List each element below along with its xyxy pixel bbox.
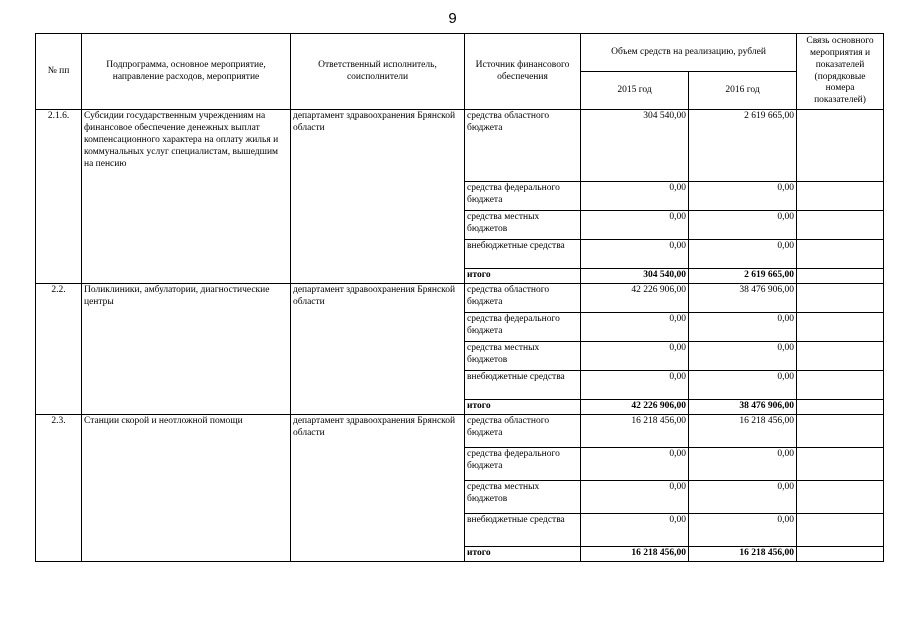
amount-2016: 0,00	[689, 370, 797, 399]
total-label: итого	[465, 399, 581, 414]
funding-source: средства федерального бюджета	[465, 182, 581, 211]
header-volume: Объем средств на реализацию, рублей	[581, 34, 797, 72]
funding-source: средства областного бюджета	[465, 110, 581, 182]
funding-source: средства местных бюджетов	[465, 211, 581, 240]
funding-source: средства областного бюджета	[465, 283, 581, 312]
amount-2015: 16 218 456,00	[581, 414, 689, 447]
amount-2016: 16 218 456,00	[689, 546, 797, 561]
item-executor: департамент здравоохранения Брянской области	[291, 283, 465, 414]
indicator-link	[797, 414, 884, 447]
amount-2016: 2 619 665,00	[689, 110, 797, 182]
item-name: Поликлиники, амбулатории, диагностические центры	[82, 283, 291, 414]
funding-source: средства федерального бюджета	[465, 312, 581, 341]
amount-2016: 0,00	[689, 211, 797, 240]
funding-source: средства местных бюджетов	[465, 341, 581, 370]
header-source: Источник финансового обеспечения	[465, 34, 581, 110]
indicator-link	[797, 480, 884, 513]
amount-2015: 0,00	[581, 480, 689, 513]
table-row	[36, 414, 884, 447]
funding-source: средства областного бюджета	[465, 414, 581, 447]
table-row	[36, 283, 884, 312]
budget-table	[35, 33, 884, 562]
indicator-link	[797, 211, 884, 240]
indicator-link	[797, 399, 884, 414]
header-link: Связь основного мероприятия и показателей (порядковые номера показателей)	[797, 34, 884, 110]
table-row	[36, 110, 884, 182]
amount-2015: 42 226 906,00	[581, 283, 689, 312]
header-year-2015: 2015 год	[581, 72, 689, 110]
item-number: 2.1.6.	[36, 110, 82, 284]
amount-2015: 42 226 906,00	[581, 399, 689, 414]
amount-2015: 304 540,00	[581, 110, 689, 182]
indicator-link	[797, 283, 884, 312]
item-executor: департамент здравоохранения Брянской области	[291, 110, 465, 284]
amount-2016: 0,00	[689, 513, 797, 546]
amount-2015: 0,00	[581, 182, 689, 211]
funding-source: внебюджетные средства	[465, 513, 581, 546]
header-year-2016: 2016 год	[689, 72, 797, 110]
indicator-link	[797, 546, 884, 561]
amount-2016: 16 218 456,00	[689, 414, 797, 447]
amount-2015: 16 218 456,00	[581, 546, 689, 561]
page-number: 9	[448, 10, 457, 27]
indicator-link	[797, 447, 884, 480]
total-label: итого	[465, 546, 581, 561]
funding-source: средства местных бюджетов	[465, 480, 581, 513]
indicator-link	[797, 341, 884, 370]
amount-2016: 0,00	[689, 480, 797, 513]
header-executor: Ответственный исполнитель, соисполнители	[291, 34, 465, 110]
amount-2016: 0,00	[689, 240, 797, 269]
amount-2015: 0,00	[581, 447, 689, 480]
item-number: 2.3.	[36, 414, 82, 561]
amount-2015: 0,00	[581, 341, 689, 370]
amount-2016: 38 476 906,00	[689, 283, 797, 312]
table-body	[36, 110, 884, 562]
amount-2015: 304 540,00	[581, 269, 689, 284]
amount-2016: 0,00	[689, 182, 797, 211]
item-name: Субсидии государственным учреждениям на финансовое обеспечение денежных выплат компенсационного характера на оплату жилья и коммунальных услуг специалистам, вышедшим на пенсию	[82, 110, 291, 284]
indicator-link	[797, 513, 884, 546]
amount-2015: 0,00	[581, 211, 689, 240]
indicator-link	[797, 269, 884, 284]
amount-2015: 0,00	[581, 370, 689, 399]
funding-source: средства федерального бюджета	[465, 447, 581, 480]
indicator-link	[797, 182, 884, 211]
amount-2016: 0,00	[689, 312, 797, 341]
funding-source: внебюджетные средства	[465, 240, 581, 269]
amount-2016: 0,00	[689, 447, 797, 480]
amount-2016: 2 619 665,00	[689, 269, 797, 284]
amount-2016: 38 476 906,00	[689, 399, 797, 414]
total-label: итого	[465, 269, 581, 284]
item-executor: департамент здравоохранения Брянской области	[291, 414, 465, 561]
amount-2016: 0,00	[689, 341, 797, 370]
header-program: Подпрограмма, основное мероприятие, направление расходов, мероприятие	[82, 34, 291, 110]
header-num: № пп	[36, 34, 82, 110]
indicator-link	[797, 370, 884, 399]
funding-source: внебюджетные средства	[465, 370, 581, 399]
indicator-link	[797, 312, 884, 341]
indicator-link	[797, 240, 884, 269]
amount-2015: 0,00	[581, 513, 689, 546]
item-number: 2.2.	[36, 283, 82, 414]
item-name: Станции скорой и неотложной помощи	[82, 414, 291, 561]
indicator-link	[797, 110, 884, 182]
amount-2015: 0,00	[581, 240, 689, 269]
amount-2015: 0,00	[581, 312, 689, 341]
